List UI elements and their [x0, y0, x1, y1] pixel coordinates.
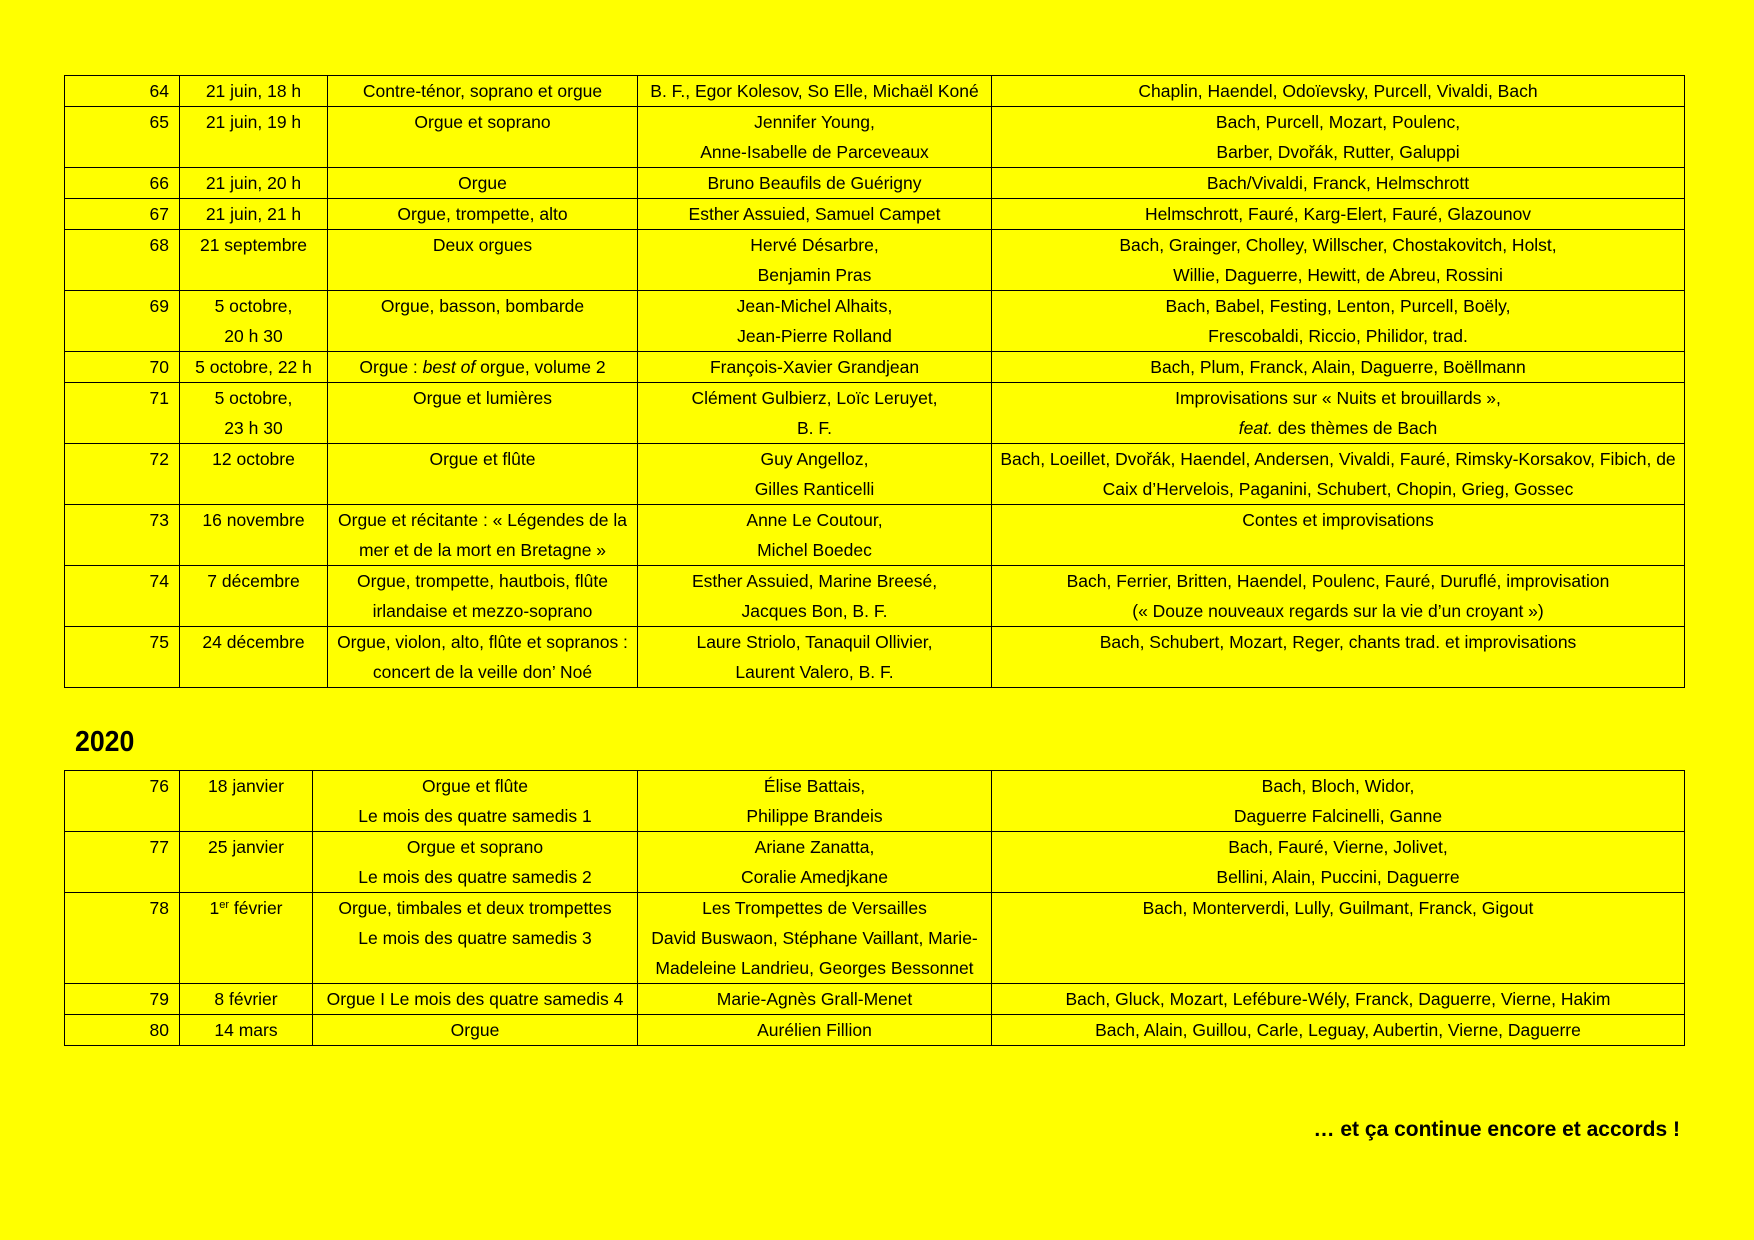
concert-program [992, 107, 1685, 168]
concert-number [65, 291, 180, 352]
performers-line: Élise Battais, [763, 776, 866, 796]
concert-number-text: 70 [149, 357, 169, 377]
concert-program [992, 383, 1685, 444]
program-emphasis: feat. [1238, 418, 1273, 438]
formation-line: Orgue et lumières [412, 388, 553, 408]
table-row [65, 199, 1685, 230]
date-line: 25 janvier [208, 837, 284, 857]
concert-formation [313, 1015, 638, 1046]
concert-program [992, 168, 1685, 199]
formation-line: Le mois des quatre samedis 2 [358, 867, 592, 887]
performers-line: Jennifer Young, [754, 112, 875, 132]
performers-line: François-Xavier Grandjean [709, 357, 920, 377]
program-line: Bach, Purcell, Mozart, Poulenc, [1215, 112, 1461, 132]
performers-line: David Buswaon, Stéphane Vaillant, Marie- [651, 928, 978, 948]
concert-date [180, 771, 313, 832]
program-line: Willie, Daguerre, Hewitt, de Abreu, Rossini [1173, 265, 1503, 285]
concert-number [65, 1015, 180, 1046]
program-line: Bach, Alain, Guillou, Carle, Leguay, Aubertin, Vierne, Daguerre [1095, 1020, 1581, 1040]
formation-line: Orgue, timbales et deux trompettes [338, 898, 612, 918]
formation-line: Orgue, violon, alto, flûte et sopranos : [337, 632, 628, 652]
program-line: Bach, Gluck, Mozart, Lefébure-Wély, Franck, Daguerre, Vierne, Hakim [1065, 989, 1611, 1009]
concert-number-text: 75 [149, 632, 169, 652]
concert-number-text: 67 [149, 204, 169, 224]
performers-line: Jean-Michel Alhaits, [736, 296, 893, 316]
concert-number-text: 71 [149, 388, 169, 408]
concert-number [65, 771, 180, 832]
concert-number [65, 566, 180, 627]
concert-number-text: 69 [149, 296, 169, 316]
program-line: Improvisations sur « Nuits et brouillards », [1175, 388, 1501, 408]
table-row [65, 627, 1685, 688]
date-ordinal: er [219, 899, 230, 911]
concert-number-text: 80 [149, 1020, 169, 1040]
concert-date [180, 505, 328, 566]
performers-line: B. F. [796, 418, 832, 438]
date-line: 21 juin, 18 h [205, 81, 302, 101]
concert-number-text: 73 [149, 510, 169, 530]
concert-program [992, 76, 1685, 107]
concert-program [992, 566, 1685, 627]
concert-number [65, 76, 180, 107]
formation-line: Le mois des quatre samedis 3 [358, 928, 592, 948]
concert-performers [638, 76, 992, 107]
concert-performers [638, 771, 992, 832]
performers-line: Hervé Désarbre, [750, 235, 879, 255]
concert-performers [638, 107, 992, 168]
concert-number [65, 984, 180, 1015]
concert-number [65, 832, 180, 893]
concert-program [992, 1015, 1685, 1046]
concert-formation [328, 76, 638, 107]
formation-line: Orgue, basson, bombarde [380, 296, 585, 316]
concert-number [65, 444, 180, 505]
concert-number [65, 168, 180, 199]
concert-formation [328, 505, 638, 566]
concert-date [180, 1015, 313, 1046]
concert-number [65, 107, 180, 168]
table-row [65, 352, 1685, 383]
concert-formation [313, 771, 638, 832]
date-line: 18 janvier [208, 776, 284, 796]
concert-date [180, 832, 313, 893]
date-line [184, 893, 308, 923]
concert-number-text: 66 [149, 173, 169, 193]
concert-number-text: 77 [149, 837, 169, 857]
concert-date [180, 984, 313, 1015]
concert-performers [638, 352, 992, 383]
date-line: 21 juin, 19 h [205, 112, 302, 132]
performers-line: Madeleine Landrieu, Georges Bessonnet [655, 958, 974, 978]
concert-formation [328, 383, 638, 444]
concert-performers [638, 627, 992, 688]
performers-line: Esther Assuied, Samuel Campet [688, 204, 941, 224]
concert-performers [638, 893, 992, 984]
formation-line: Orgue et soprano [406, 837, 544, 857]
performers-line: Guy Angelloz, [760, 449, 869, 469]
program-line: Bach, Loeillet, Dvořák, Haendel, Andersen, Vivaldi, Fauré, Rimsky-Korsakov, Fibich, de [1000, 449, 1676, 469]
concert-program [992, 832, 1685, 893]
concert-number-text: 72 [149, 449, 169, 469]
program-line: Bach, Plum, Franck, Alain, Daguerre, Boëllmann [1150, 357, 1526, 377]
program-text: des thèmes de Bach [1272, 418, 1438, 438]
date-line: 16 novembre [202, 510, 305, 530]
program-line [996, 413, 1680, 443]
formation-line: Orgue I Le mois des quatre samedis 4 [326, 989, 624, 1009]
performers-line: Bruno Beaufils de Guérigny [707, 173, 922, 193]
year-heading: 2020 [75, 726, 135, 758]
performers-line: Marie-Agnès Grall-Menet [716, 989, 913, 1009]
formation-text: Orgue : [359, 357, 423, 377]
program-line: Bach/Vivaldi, Franck, Helmschrott [1206, 173, 1470, 193]
concert-number [65, 352, 180, 383]
date-line: 20 h 30 [224, 326, 283, 346]
performers-line: Laurent Valero, B. F. [735, 662, 894, 682]
program-line: Caix d’Hervelois, Paganini, Schubert, Chopin, Grieg, Gossec [1102, 479, 1574, 499]
concert-formation [328, 199, 638, 230]
concert-performers [638, 444, 992, 505]
concert-performers [638, 1015, 992, 1046]
concert-number-text: 64 [149, 81, 169, 101]
program-line: Bach, Fauré, Vierne, Jolivet, [1228, 837, 1448, 857]
formation-line: mer et de la mort en Bretagne » [358, 540, 607, 560]
concert-table-2019 [64, 75, 1685, 688]
performers-line: Laure Striolo, Tanaquil Ollivier, [696, 632, 933, 652]
table-row [65, 984, 1685, 1015]
concert-formation [328, 291, 638, 352]
concert-performers [638, 199, 992, 230]
formation-line: concert de la veille don’ Noé [372, 662, 593, 682]
performers-line: Gilles Ranticelli [754, 479, 875, 499]
concert-number-text: 79 [149, 989, 169, 1009]
formation-line: Orgue et soprano [414, 112, 551, 132]
concert-date [180, 444, 328, 505]
concert-number-text: 65 [149, 112, 169, 132]
concert-performers [638, 230, 992, 291]
formation-line: Orgue et récitante : « Légendes de la [338, 510, 627, 530]
concert-date [180, 76, 328, 107]
table-row [65, 168, 1685, 199]
date-line: 7 décembre [207, 571, 300, 591]
table-row [65, 505, 1685, 566]
formation-line: Orgue et flûte [421, 776, 529, 796]
table-row [65, 291, 1685, 352]
table-row [65, 76, 1685, 107]
concert-number [65, 893, 180, 984]
concert-formation [328, 627, 638, 688]
concert-number [65, 505, 180, 566]
concert-program [992, 199, 1685, 230]
concert-formation [313, 893, 638, 984]
formation-line: Orgue et flûte [429, 449, 536, 469]
concert-number [65, 230, 180, 291]
concert-formation [328, 230, 638, 291]
date-line: 5 octobre, [214, 296, 293, 316]
concert-date [180, 230, 328, 291]
concert-number-text: 78 [149, 898, 169, 918]
concert-number-text: 74 [149, 571, 169, 591]
concert-program [992, 230, 1685, 291]
performers-line: Les Trompettes de Versailles [702, 898, 927, 918]
concert-program [992, 627, 1685, 688]
concert-date [180, 168, 328, 199]
performers-line: Esther Assuied, Marine Breesé, [691, 571, 938, 591]
concert-date [180, 383, 328, 444]
concert-date [180, 627, 328, 688]
concert-performers [638, 566, 992, 627]
concert-formation [328, 168, 638, 199]
concert-program [992, 984, 1685, 1015]
concert-program [992, 505, 1685, 566]
performers-line: Ariane Zanatta, [754, 837, 875, 857]
concert-performers [638, 291, 992, 352]
program-line: Chaplin, Haendel, Odoïevsky, Purcell, Vivaldi, Bach [1138, 81, 1538, 101]
formation-line: irlandaise et mezzo-soprano [372, 601, 593, 621]
concert-program [992, 771, 1685, 832]
date-line: 21 septembre [199, 235, 307, 255]
formation-line: Orgue [458, 173, 507, 193]
footer-note: … et ça continue encore et accords ! [1313, 1118, 1680, 1141]
formation-line: Contre-ténor, soprano et orgue [362, 81, 603, 101]
concert-table-2020 [64, 770, 1685, 1046]
table-row [65, 1015, 1685, 1046]
formation-line: Le mois des quatre samedis 1 [358, 806, 592, 826]
date-line: 5 octobre, 22 h [195, 357, 312, 377]
table-row [65, 893, 1685, 984]
concert-formation [328, 352, 638, 383]
performers-line: Aurélien Fillion [757, 1020, 872, 1040]
concert-formation [328, 107, 638, 168]
concert-performers [638, 168, 992, 199]
formation-line: Orgue [450, 1020, 500, 1040]
program-line: Bach, Babel, Festing, Lenton, Purcell, Boëly, [1165, 296, 1511, 316]
concert-program [992, 893, 1685, 984]
formation-line: Deux orgues [432, 235, 533, 255]
concert-formation [328, 444, 638, 505]
table-row [65, 107, 1685, 168]
table-row [65, 444, 1685, 505]
program-line: Bellini, Alain, Puccini, Daguerre [1216, 867, 1460, 887]
formation-line [332, 352, 633, 382]
formation-text: orgue, volume 2 [475, 357, 606, 377]
concert-performers [638, 984, 992, 1015]
program-line: Daguerre Falcinelli, Ganne [1233, 806, 1443, 826]
concert-date [180, 199, 328, 230]
formation-emphasis: best of [422, 357, 476, 377]
date-line: 8 février [214, 989, 278, 1009]
table-row [65, 230, 1685, 291]
concert-date [180, 107, 328, 168]
concert-number-text: 68 [149, 235, 169, 255]
performers-line: Michel Boedec [757, 540, 872, 560]
concert-performers [638, 832, 992, 893]
performers-line: Coralie Amedjkane [741, 867, 888, 887]
concert-formation [313, 832, 638, 893]
concert-program [992, 444, 1685, 505]
concert-performers [638, 383, 992, 444]
performers-line: Jacques Bon, B. F. [741, 601, 888, 621]
table-row [65, 832, 1685, 893]
concert-number-text: 76 [149, 776, 169, 796]
program-line: Helmschrott, Fauré, Karg-Elert, Fauré, Glazounov [1144, 204, 1532, 224]
date-month: février [229, 898, 283, 918]
concert-date [180, 566, 328, 627]
concert-number [65, 199, 180, 230]
date-line: 24 décembre [202, 632, 305, 652]
formation-line: Orgue, trompette, hautbois, flûte [357, 571, 608, 591]
concert-date [180, 893, 313, 984]
date-day: 1 [209, 898, 220, 918]
program-line: Bach, Schubert, Mozart, Reger, chants trad. et improvisations [1099, 632, 1577, 652]
concert-performers [638, 505, 992, 566]
program-line: (« Douze nouveaux regards sur la vie d’un croyant ») [1132, 601, 1544, 621]
date-line: 14 mars [214, 1020, 278, 1040]
concert-number [65, 627, 180, 688]
program-line: Frescobaldi, Riccio, Philidor, trad. [1208, 326, 1468, 346]
concert-date [180, 352, 328, 383]
program-line: Contes et improvisations [1242, 510, 1434, 530]
concert-program [992, 352, 1685, 383]
program-line: Barber, Dvořák, Rutter, Galuppi [1216, 142, 1460, 162]
date-line: 12 octobre [212, 449, 295, 469]
performers-line: Clément Gulbierz, Loïc Leruyet, [691, 388, 938, 408]
concert-formation [328, 566, 638, 627]
concert-date [180, 291, 328, 352]
program-line: Bach, Ferrier, Britten, Haendel, Poulenc, Fauré, Duruflé, improvisation [1066, 571, 1610, 591]
date-line: 21 juin, 20 h [205, 173, 302, 193]
date-line: 23 h 30 [224, 418, 283, 438]
performers-line: Anne-Isabelle de Parceveaux [700, 142, 929, 162]
formation-line: Orgue, trompette, alto [397, 204, 568, 224]
performers-line: Benjamin Pras [757, 265, 872, 285]
program-line: Bach, Monterverdi, Lully, Guilmant, Franck, Gigout [1142, 898, 1534, 918]
date-line: 21 juin, 21 h [205, 204, 302, 224]
performers-line: Philippe Brandeis [746, 806, 883, 826]
program-line: Bach, Bloch, Widor, [1261, 776, 1415, 796]
performers-line: Anne Le Coutour, [746, 510, 883, 530]
table-row [65, 771, 1685, 832]
date-line: 5 octobre, [214, 388, 293, 408]
concert-number [65, 383, 180, 444]
performers-line: Jean-Pierre Rolland [737, 326, 892, 346]
concert-program [992, 291, 1685, 352]
program-line: Bach, Grainger, Cholley, Willscher, Chostakovitch, Holst, [1119, 235, 1557, 255]
concert-formation [313, 984, 638, 1015]
table-row [65, 566, 1685, 627]
performers-line: B. F., Egor Kolesov, So Elle, Michaël Koné [650, 81, 979, 101]
table-row [65, 383, 1685, 444]
